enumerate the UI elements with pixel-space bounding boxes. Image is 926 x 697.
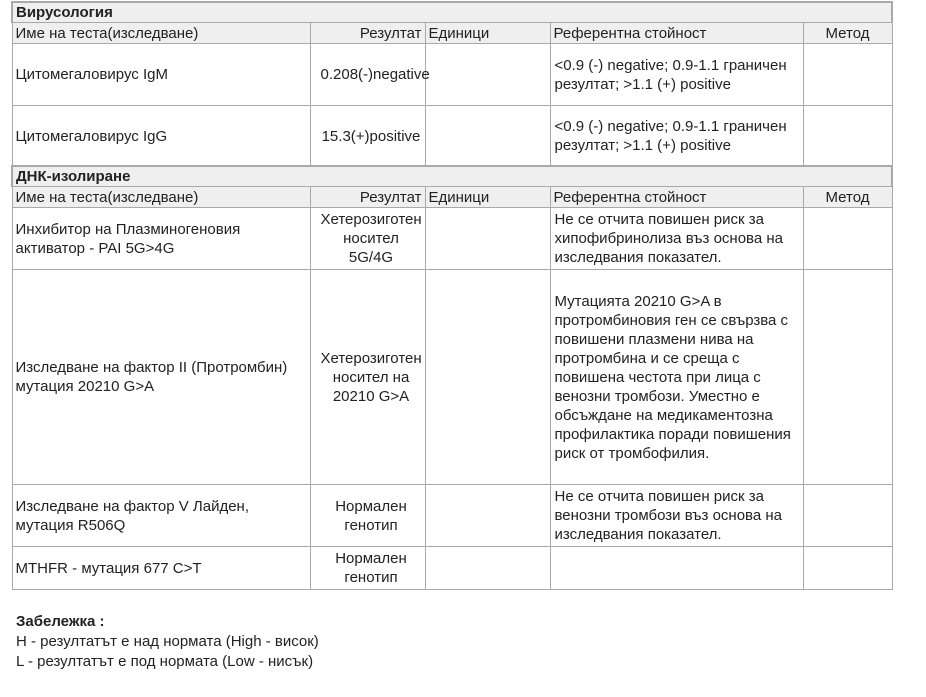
test-name: Цитомегаловирус IgM <box>12 44 310 106</box>
test-result: Хетерозиготен носител 5G/4G <box>310 208 425 270</box>
section-title: ДНК-изолиране <box>12 166 892 187</box>
note <box>16 612 319 672</box>
table-row <box>12 485 892 547</box>
test-units <box>425 208 550 270</box>
col-method: Метод <box>803 23 892 44</box>
col-result: Резултат <box>310 23 425 44</box>
test-units <box>425 44 550 106</box>
test-name: MTHFR - мутация 677 C>T <box>12 547 310 590</box>
test-units <box>425 485 550 547</box>
test-result: Нормален генотип <box>310 485 425 547</box>
test-reference: <0.9 (-) negative; 0.9-1.1 граничен резултат; >1.1 (+) positive <box>550 44 803 106</box>
test-method <box>803 547 892 590</box>
test-result: 15.3(+)positive <box>310 106 425 167</box>
col-name: Име на теста(изследване) <box>12 23 310 44</box>
test-name: Изследване на фактор V Лайден, мутация R506Q <box>12 485 310 547</box>
section-title: Вирусология <box>12 2 892 23</box>
test-reference: <0.9 (-) negative; 0.9-1.1 граничен резултат; >1.1 (+) positive <box>550 106 803 167</box>
test-reference <box>550 547 803 590</box>
virology-table <box>11 1 893 167</box>
note-title: Забележка : <box>16 613 105 630</box>
dna-table <box>11 165 893 590</box>
test-name: Изследване на фактор II (Протромбин) мутация 20210 G>A <box>12 270 310 485</box>
test-units <box>425 547 550 590</box>
table-row <box>12 44 892 106</box>
col-units: Единици <box>425 23 550 44</box>
test-method <box>803 208 892 270</box>
test-units <box>425 106 550 167</box>
header-row <box>12 23 892 44</box>
col-result: Резултат <box>310 187 425 208</box>
table-row <box>12 208 892 270</box>
col-units: Единици <box>425 187 550 208</box>
test-method <box>803 44 892 106</box>
test-name: Инхибитор на Плазминогеновия активатор - PAI 5G>4G <box>12 208 310 270</box>
table-row <box>12 270 892 485</box>
test-result: 0.208(-)negative <box>310 44 425 106</box>
col-reference: Референтна стойност <box>550 187 803 208</box>
test-units <box>425 270 550 485</box>
test-method <box>803 485 892 547</box>
col-reference: Референтна стойност <box>550 23 803 44</box>
test-result: Хетерозиготен носител на 20210 G>A <box>310 270 425 485</box>
test-reference: Мутацията 20210 G>A в протромбиновия ген се свързва с повишени плазмени нива на протромбина и се среща с повишена честота при лица с венозни тромбози. Уместно е обсъждане на медикаментозна профилактика поради повишения риск от тромбофилия. <box>550 270 803 485</box>
note-line: L - резултатът е под нормата (Low - нисък) <box>16 653 314 670</box>
col-name: Име на теста(изследване) <box>12 187 310 208</box>
test-method <box>803 270 892 485</box>
header-row <box>12 187 892 208</box>
test-reference: Не се отчита повишен риск за венозни тромбози въз основа на изследвания показател. <box>550 485 803 547</box>
test-method <box>803 106 892 167</box>
test-reference: Не се отчита повишен риск за хипофибринолиза въз основа на изследвания показател. <box>550 208 803 270</box>
table-row <box>12 106 892 167</box>
col-method: Метод <box>803 187 892 208</box>
note-line: H - резултатът е над нормата (High - висок) <box>16 633 319 650</box>
test-result: Нормален генотип <box>310 547 425 590</box>
test-name: Цитомегаловирус IgG <box>12 106 310 167</box>
table-row <box>12 547 892 590</box>
